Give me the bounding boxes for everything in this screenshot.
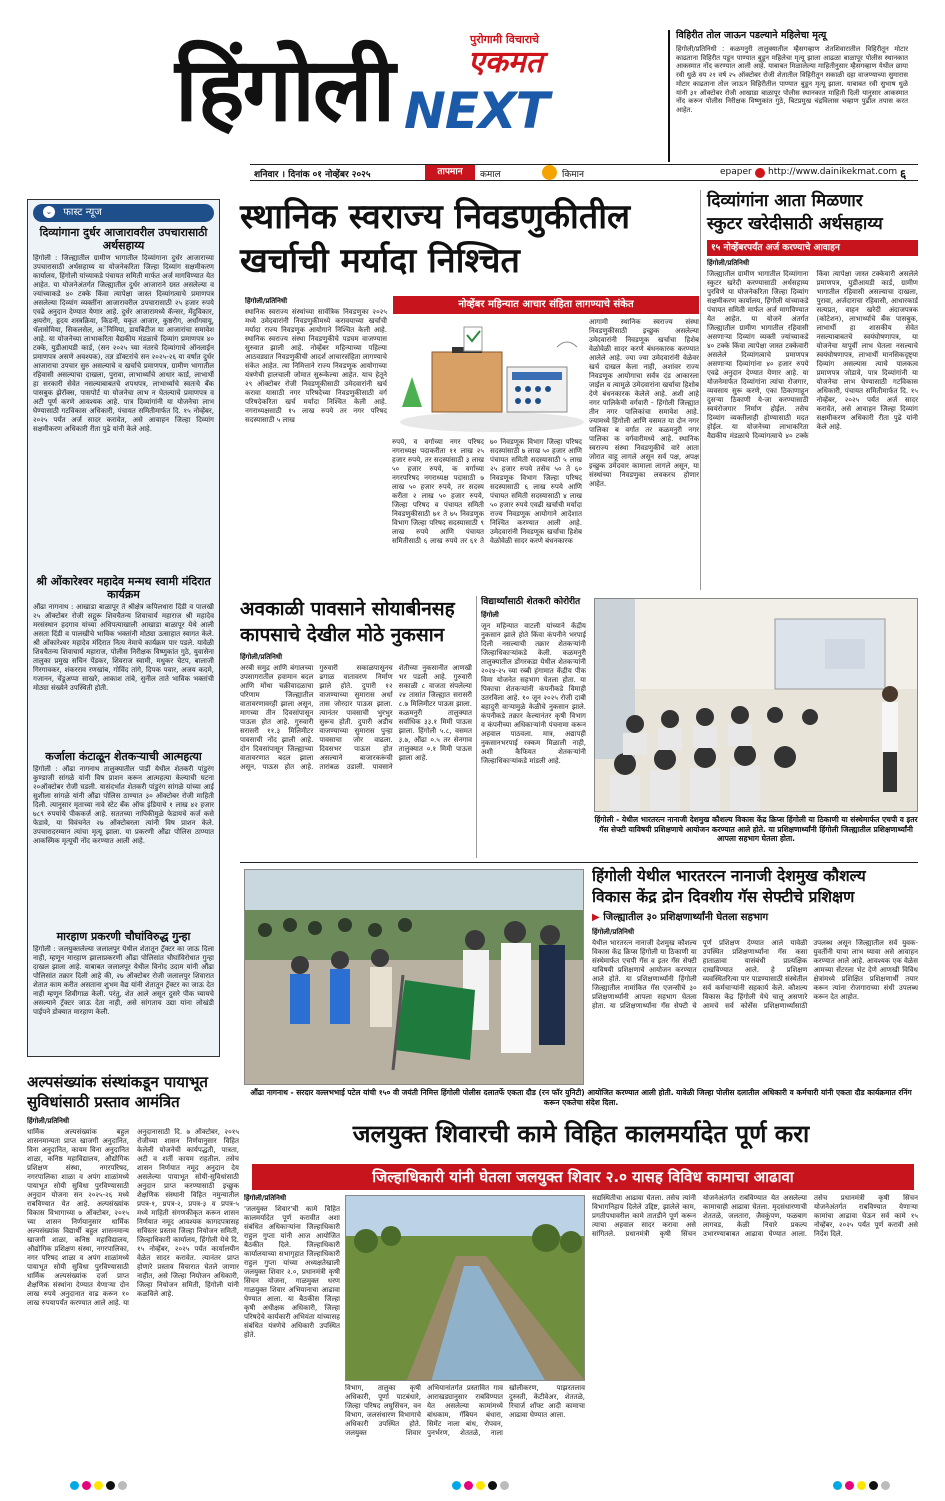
s3-title: कर्जाला कंटाळून शेतकऱ्याची आत्महत्या (45, 750, 202, 763)
gas-headline-2: विकास केंद्र द्रोन दिवशीय गॅस सेफ्टीचे प्रशिक्षण (592, 888, 855, 906)
students-story (476, 596, 586, 858)
lead-body-left: स्थानिक स्वराज्य संस्थांच्या सार्वत्रिक निवडणुका २०२५ मध्ये उमेदवारांनी निवडणुकीमध्ये करावयाच्या खर्चाची मर्यादा राज्य निवडणूक आयोगाने निश्चित केली आहे. स्थानिक स्वराज्य संस्था निवडणुकीचे पडघम वाजण्यास सुरुवात झाली आहे. नोव्हेंबर महिन्याच्या पहिल्या आठवड्यात निवडणुकीची आदर्श आचारसंहिता लागण्याचे संकेत आहेत. त्या निमित्ताने राज्य निवडणूक आयोगाच्या यंत्रणेची हालचाली जोमात सुरूकेल्या आहेत. याच हेतूने २९ ऑक्टोबर रोजी निवडणूकीसाठी उमेदवारांनी खर्च करावा यासाठी नगर परिषदेच्या निवडणुकीसाठी वर्ग परिषदेकरिता खर्च मर्यादा निश्चित केली आहे. नगराध्यक्षसाठी १५ लाख रुपये तर नगर परिषद सदस्यासाठी ५ लाख (245, 308, 387, 424)
rain-story (240, 596, 472, 858)
rain-headline-2: कापसाचे देखील मोठे नुकसान (240, 624, 445, 646)
gas-strap (592, 911, 918, 925)
s3-body: हिंगोली : औंढा नागनाथ तालुक्यातील पार्डी येथील शेतकरी पांडुरंग कुण्डाजी सांगळे यांनी विष प्राशन करून आत्महत्या केल्याची घटना २०ऑक्टोबर रोजी घडली. यासंदर्भात शेतकरी पांडुरंग सांगळे यांच्या आई सुशीला सांगळे यांनी औंढा पोलिस ठाण्यात ३० ऑक्टोबर रोजी माहिती दिली. त्यानुसार मृताच्या नावे स्टेट बँक ऑफ इंडियाचे १ लाख ४२ हजार ७८९ रुपयांचे पीककर्ज आहे. सततच्या नापिकीमुळे फेडायचे कर्ज कसे फेडावे, या विवंचनेत २७ ऑक्टोबरला त्यांनी विष प्राशन केले. उपचारादरम्यान त्यांचा मृत्यू झाला. या प्रकरणी औंढा पोलिस ठाण्यात आकस्मिक मृत्यूची नोंद करण्यात आली आहे. (33, 765, 214, 845)
color-swatch (82, 1481, 91, 1490)
rain-body: अरबी समुद्र आणि बंगालच्या उपसागरातील हवामान बदल आणि मोंथा चक्रीवादळाचा परिणाम जिल्ह्यातील वातावरणावरही झाला असून, मागच्या तीन दिवसांपासून पाऊस होत आहे. गुरुवारी सरासरी ११.३ मिलिमीटर पावसाची नोंद झाली आहे. दोन दिवसांपासून जिल्ह्याच्या वातावरणात बदल झाला असून, पाऊस होत आहे. गुरुवारी सकाळपासूनच ढगाळ वातावरण निर्माण झाले होते. दुपारी १२ वाजण्याच्या सुमारास अर्धा तास जोरदार पाऊस झाला. त्यानंतर पावसाची भुरभुर सुरूच होती. दुपारी अडीच वाजण्याच्या सुमारास पुन्हा पावसाचा जोर वाढला. दिवसभर पाऊस होत असल्याने बाजारकरूंची तारांबळ उडाली. पावसाने शेतीच्या नुकसानीत आणखी भर पडली आहे. गुरुवारी सकाळी ८ वाजता संपलेल्या २४ तासांत जिल्ह्यात सरासरी ८.७ मिलिमीटर पाऊस झाला. कळमनुरी तालुक्यात सर्वाधिक ३३.१ मिमी पाऊस झाला. हिंगोली ५.८, वसमत ३.७, औंढा ०.५ तर सेनगाव तालुक्यात ०.१ मिमी पाऊस झाला आहे. (240, 664, 472, 771)
minority-story (27, 1072, 239, 1464)
color-swatch (833, 1481, 842, 1490)
election-illustration (392, 317, 587, 435)
lead-body-mid: रुपये, व वर्गाच्या नगर परिषद नगराध्यक्ष पदाकरीता ११ लाख २५ हजार रुपये, तर सदस्यांसाठी ३ लाख ५० हजार रुपये, क वर्गाच्या नगरपरिषद नगराध्यक्ष पदासाठी ७ लाख ५० हजार रुपये, तर सदस्य करीता २ लाख ५० हजार रुपये, जिल्हा परिषद व पंचायत समिती निवडणुकीसाठी ७१ ते ७५ निवडणूक विभाग जिल्हा परिषद सदस्यासाठी ९ लाख रुपये आणि पंचायत समितीसाठी ६ लाख रुपये तर ६१ ते ७० निवडणूक विभाग जिल्हा परिषद सदस्यांसाठी ७ लाख ५० हजार आणि पंचायत समिती सदस्यासाठी ५ लाख २५ हजार रुपये तसेच ५० ते ६० निवडणूक विभाग जिल्हा परिषद सदस्यासाठी ६ लाख रुपये आणि पंचायत समिती सदस्यासाठी ४ लाख ५० हजार रुपये एवढी खर्चाची मर्यादा राज्य निवडणूक आयोगाने आदेशात निश्चित करण्यात आली आहे. उमेदवारांनी निवडणूक खर्चाचा हिशेब वेळोवेळी सादर करणे बंधनकारक (392, 438, 582, 545)
max-label: कमाल (480, 170, 501, 180)
fast-news-section-label (33, 204, 214, 222)
min-label: किमान (562, 170, 584, 180)
rain-headline-1: अवकाळी पावसाने सोयाबीनसह (240, 598, 455, 620)
lead-col-left (245, 297, 387, 589)
color-swatch (464, 1481, 473, 1490)
globe-icon (755, 168, 765, 178)
s2-body: औंढा नागनाथ : आखाडा बाळापूर ते श्रीक्षेत्र कपिलधारा दिंडी व पालखी २५ ऑक्टोबर रोजी सद्गुरू शिवचैतन्य शिवाचार्य महाराज श्री महादेव मरसंस्थान हदगाव यांच्या अधिपत्याखाली आखाडा बाळापूर येथे आली असता दिंडी व पालखीचे भाविक भक्तांनी मोठ्या उत्साहात स्वागत केले. श्री ओंकारेश्वर महादेव मंदिरात नित्य नेमाचे कार्यक्रम पार पडले. यावेळी शिवचैतन्य शिवाचार्य महाराज, पोलीस निरीक्षक विष्णुकांत गुठे, युवासेना तालुका प्रमुख सचिन पेंडकर, शिवराज स्वामी, मधुकर चेटप, बालाजी गिरगावकर, शंकरराव रणखांब, गोविंद तांगे, दिपक पवार, अजय कदमे, गजानन, चेंडूअप्पा साखरे, आकाश तांबे, सुनील ताते भाविक भक्तांची मोठ्या संख्येने उपस्थिती होती. (33, 603, 214, 692)
jalyukt-col-mid (345, 1384, 585, 1464)
students-body: जून महिन्यात वाटली यांच्याने केंद्रीय नुकसान झाले होते किंवा कंपनीने भरपाई दिली नसल्याची तक्रार शेतकऱ्यांनी जिल्हाधिकाऱ्यांकडे केली. कळमनुरी तालुक्यातील डोंगरकडा येथील शेतकऱ्यांनी २०२४-२५ च्या रब्बी हंगामात केंद्रीय पीक विमा योजनेत सहभाग घेतला होता. या पिकाचा शेतकऱ्यांनी कंपनीकडे विमाही उतरविला आहे. १० जून २०२५ रोजी दाबी बहादुरी वाऱ्यामुळे केळीचे नुकसान झाले. कंपनीकडे तक्रार केल्यानंतर कृषी विभाग व कंपनीच्या अधिकाऱ्यांनी पंचनामा करून अहवाल पाठवला. मात्र, अद्यापही नुकसानभरपाई रक्कम मिळाली नाही, अशी कैफियत शेतकऱ्यांनी जिल्हाधिकाऱ्यांकडे मांडली आहे. (481, 622, 586, 765)
flag-caption: औंढा नागनाथ - सरदार वल्लभभाई पटेल यांची १५० वी जयंती निमित्त हिंगोली पोलीस दलातर्फे एकता दौड (रन फॉर युनिटी) आयोजित करण्यात आली होती. यावेळी जिल्हा पोलीस दलातील अधिकारी व कर्मचारी यांनी एकता दौड कार्यक्रमात रनिंग करून एकतेचा संदेश दिला. (250, 1088, 912, 1107)
date-band (250, 164, 918, 181)
rain-byline: हिंगोली/प्रतिनिधी (240, 653, 283, 661)
divyang-headline-1: दिव्यांगांना आता मिळणार (707, 191, 863, 211)
s2-title: श्री ओंकारेश्वर महादेव मन्मथ स्वामी मंदिरात कार्यक्रम (36, 575, 211, 601)
brand-tagline: पुरोगामी विचाराचे (470, 33, 540, 46)
epaper-label: epaper (720, 167, 752, 177)
color-swatch (845, 1481, 854, 1490)
divider (240, 862, 918, 863)
students-byline: हिंगोली (481, 611, 499, 619)
divyang-body: जिल्ह्यातील ग्रामीण भागातील दिव्यांगाना स्कुटर खरेदी करण्यासाठी अर्थसहाय्य पुरविणे या योजनेकरिता जिल्हा दिव्यांग सक्षमीकरण कार्यालय, हिंगोली यांच्याकडे पंचायत समिती मार्फत अर्ज मागविण्यात येत आहेत. या योजने अंतर्गत जिल्ह्यातील ग्रामीण भागातील रहिवासी असणाऱ्या दिव्यांग व्यक्ती ज्यांच्याकडे ४० टक्के किंवा त्यापेक्षा जास्त टक्केवारी असलेले दिव्यांगत्वाचे प्रमाणपत्र असणाऱ्या दिव्यांगांना ४० हजार रुपये एवढे अनुदान देण्यात येणार आहे. या योजनेमार्फत दिव्यांगांना त्यांचा रोजगार, व्यवसाय सुरू करणे, एका ठिकाणाहून दुसऱ्या ठिकाणी ये-जा करण्यासाठी स्वयंरोजगार निर्माण होईल. तसेच दिव्यांग व्यक्तीलाही होण्यासाठी मदत होईल. या योजनेच्या लाभाकरिता वैद्यकीय मंडळाचे दिव्यांगत्वाचे ४० टक्के किंवा त्यापेक्षा जास्त टक्केवारी असलेले प्रमाणपत्र, युडीआयडी कार्ड, ग्रामीण भागातील रहिवासी असल्याचा दाखला, पुरावा, अर्जदाराचा रहिवासी, आधारकार्ड सत्यप्रत, वाहन खरेदी अंदाजपत्रक (कोटेशन), लाभार्थ्याचे बँक पासबुक, लाभार्थी हा शासकीय सेवेत नसल्याबाबतचे स्वयंघोषणापत्र, या योजनेचा यापूर्वी लाभ घेतला नसल्याचे स्वयंघोषणापत्र, लाभार्थी मानसिकदृष्ट्या दिव्यांग असल्यास त्याचे पालकत्व प्रमाणपत्र जोडावे, पात्र दिव्यांगांनी या योजनेचा लाभ घेण्यासाठी गटविकास अधिकारी, पंचायत समितीमार्फत दि. १५ नोव्हेंबर, २०२५ पर्यंत अर्ज सादर करावेत, असे आवाहन जिल्हा दिव्यांग सक्षमीकरण अधिकारी रीता पुढे यांनी केले आहे. (707, 270, 918, 440)
gas-strap-text: जिल्ह्यातील ३० प्रशिक्षणार्थ्यांनी घेतला सहभाग (603, 912, 769, 923)
canal-photo (345, 1195, 585, 1381)
gas-body: येथील भारतरत्न नानाजी देशमुख कौशल्य विकास केंद्र क्रिप्स हिंगोली या ठिकाणी या संस्थेमार्फत एचपी गॅस व इतर गॅस सेफ्टी याविषयी प्रशिक्षणाचे आयोजन करण्यात आले होते. या प्रशिक्षणार्थ्यांनी हिंगोली जिल्ह्यातील नामांकित गॅस एजन्सीचे ३० प्रशिक्षणार्थ्यांनी आपला सहभाग घेतला होता. या प्रशिक्षणार्थ्यांना गॅस सेफ्टी चे पूर्ण प्रशिक्षण देण्यात आले यावेळी उपस्थित प्रशिक्षणार्थ्यांना गॅस कसा हाताळावा यासंबंधी प्रात्यक्षिक दाखविण्यात आले. हे प्रशिक्षण व्यवस्थितरित्या पार पाडण्यासाठी संस्थेतील सर्व कर्मचाऱ्यांनी सहकार्य केले. कौशल्य विकास केंद्र हिंगोली येथे चालू असणारे आमचे सर्व कोर्सेस प्रशिक्षणार्थ्यांसाठी उपलब्ध असून जिल्ह्यातील सर्व युवक-युवतींनी याचा लाभ घ्यावा असे आवाहन करण्यात आले आहे. आवश्यक एक वेळेस आमच्या सेंटरला भेट देणे आणखी विविध क्षेत्रांमध्ये प्रशिक्षित प्रशिक्षणार्थी तयार करून त्यांना रोजगाराच्या संधी उपलब्ध करून देत आहोत. (592, 939, 918, 1010)
fast-news-column (27, 199, 220, 1057)
students-headline: विद्यार्थ्यांसाठी शेतकरी कोरोरीत (481, 597, 581, 607)
jalyukt-col-right (592, 1194, 918, 1464)
epaper-url[interactable]: http://www.dainikekmat.com (768, 167, 898, 177)
jalyukt-headline: जलयुक्त शिवारची कामे विहित कालमर्यादेत पूर्ण करा (352, 1120, 810, 1148)
color-swatch (94, 1481, 103, 1490)
jalyukt-body-mid: विभाग, तालुका कृषी अधिकारी, पूर्णा पाटबंधारे, जिल्हा परिषद लघुसिंचन, वन विभाग, जलसंधारण विभागाचे अधिकारी उपस्थित होते. जलयुक्त शिवार अभियानांतर्गत प्रस्तावित गाव आराखड्यानुसार राबविण्यात येत असलेल्या कामांमध्ये बांधकाम, गॅबियन बंधारा, सिमेंट नाला बांध, रोपवन, पुनर्भरण, शेततळे, नाला खोलीकरण, पाझरतलाव दुरुस्ती, केटीवेअर, शेततळे, रिचार्ज शॉफ्ट आदी कामाचा आढावा घेण्यात आला. (345, 1384, 585, 1437)
top-right-headline: विहिरीत तोल जाऊन पडल्याने महिलेचा मृत्यू (676, 30, 827, 41)
lead-col-mid (392, 438, 582, 590)
divyang-byline: हिंगोली/प्रतिनिधी (707, 259, 750, 267)
lead-headline-2: खर्चाची मर्यादा निश्चित (240, 241, 520, 281)
footer-color-bar (70, 1478, 890, 1492)
lead-body-right: आगामी स्थानिक स्वराज्य संस्था निवडणुकीसाठी इच्छुक असलेल्या उमेदवारांनी निवडणूक खर्चाचा हिशेब वेळोवेळी सादर करणे बंधनकारक करण्यात आलेले आहे. ज्या ज्या उमेदवारांनी वेळेवर खर्च दाखल केला नाही, अशांवर राज्य निवडणूक आयोगाचा सर्वंत्र दंड आकारला जाईल व त्यामुळे उमेदवारांना खर्चाचा हिशोब देणे बंधनकारक केलेले आहे. अशी आहे नगर पालिकेची वर्गवारी - हिंगोली जिल्ह्यात तीन नगर पालिकांचा समावेश आहे. ज्यामध्ये हिंगोली आणि वसमत या दोन नगर पालिका ब वर्गात तर कळमनुरी नगर पालिका क वर्गवारीमध्ये आहे. स्थानिक स्वराज्य संस्था निवडणुकीचे वारे आता जोरात वाहू लागले असून सर्व पक्ष, अपक्ष इच्छुक उमेदवार कामाला लागले असून, या संस्थांच्या निवडणुका लवकरच होणार आहेत. (589, 318, 699, 488)
masthead (0, 0, 945, 185)
lead-byline: हिंगोली/प्रतिनिधी (245, 297, 288, 305)
s4-body: हिंगोली : जलयुक्तलेल्या जलालपुर येथील शेतातून ट्रॅक्टर का जाऊ दिला नाही, म्हणून मारहाण झालाप्रकरणी औंढा पोलिसांत चौघांविरोधात गुन्हा दाखल झाला आहे. याबाबत जलालपूर येथील विनोद उदाम यांनी औंढा पोलिसांत तक्रार दिली आहे की, २७ ऑक्टोबर रोजी जलालपुर शिवारात शेतात काम करीत असताना शुभम वैद्य यांनी शेतातून ट्रॅक्टर का जाऊ देत नाही म्हणून शिवीगाळ केली. परंतु, शेत आले असून दुसरे पीक घ्यायचे असल्याने ट्रॅक्टर जाऊ देता नाही, असे सांगताच उद्या यांना लोखंडी पाईपने डोक्यात मारहाण केली. (33, 945, 214, 1016)
jalyukt-strap: जिल्हाधिकारी यांनी घेतला जलयुक्त शिवार २.० यासह विविध कामाचा आढावा (252, 1164, 914, 1190)
swatch-group (452, 1481, 509, 1490)
minority-byline: हिंगोली/प्रतिनिधी (27, 1117, 70, 1125)
lead-col-right (589, 318, 699, 590)
color-swatch (106, 1481, 115, 1490)
s4-title: मारहाण प्रकरणी चौघांविरुद्ध गुन्हा (56, 930, 191, 943)
color-swatches (70, 1478, 890, 1492)
lead-strap: नोव्हेंबर महिन्यात आचार संहिता लागण्याचे संकेत (393, 296, 699, 314)
lead-headline-1: स्थानिक स्वराज्य निवडणुकीतील (240, 197, 631, 237)
jalyukt-body-left: 'जलयुक्त शिवार'ची कामे विहित कालमर्यादेत पूर्ण करावीत अशा संबंधित अधिकाऱ्यांना जिल्हाधिकारी राहुल गुप्ता यांनी आज आयोजित बैठकीत दिले. जिल्हाधिकारी कार्यालयाच्या सभागृहात जिल्हाधिकारी राहुल गुप्ता यांच्या अध्यक्षतेखाली जलयुक्त शिवार २.०, प्रधानमंत्री कृषी सिंचन योजना, गाळमुक्त धरण गाळयुक्त शिवार अभियानाचा आढावा घेण्यात आला. या बैठकीस जिल्हा कृषी अधीक्षक अधिकारी, जिल्हा परिषदेचे कार्यकारी अभियंता यांच्यासह संबंधित यंत्रणेचे अधिकारी उपस्थित होते. (244, 1205, 340, 1339)
next-logo: NEXT (404, 82, 549, 140)
color-swatch (869, 1481, 878, 1490)
swatch-group (833, 1481, 890, 1490)
minority-headline-1: अल्पसंख्यांक संस्थांकडून पायाभूत (27, 1073, 208, 1091)
color-swatch (857, 1481, 866, 1490)
top-right-body: हिंगोली/प्रतिनिधी : कळमनुरी तालुक्यातील म्हैसगव्हाण शेतशिवारातील विहिरीतून मोटार काढताना विहिरीत पडून पाण्यात बुडून महिलेचा मृत्यू झाला आढळा बाळापूर पोलीस स्थानकात आकस्मात नोंद करण्यात आली आहे. याबाबत मिळालेल्या माहितीनुसार म्हैसगव्हाण येथील छाया रवी धुळे वय २१ वर्ष २५ ऑक्टोबर रोजी शेतातील विहिरीतून सकाळी दहा वाजण्याच्या सुमारास मोटार काढताना तोल जाऊन विहिरीतील पाण्यात बुडून मृत्यू झाला. याबाबत रवी सुभाष धुळे यांनी ३१ ऑक्टोबर रोजी आखाडा बाळापूर पोलीस स्थानकात माहिती दिली यानुसार आकस्मात नोंद करून पोलीस निरीक्षक विष्णुकांत गुठे, बिटप्रमुख चंद्रविलास चव्हाण पुढील तपास करत आहेत. (676, 45, 908, 114)
s1-body: हिंगोली : जिल्ह्यातील ग्रामीण भागातील दिव्यांगाना दुर्धर आजाराच्या उपचारासाठी अर्थसहाय्य या योजनेकरिता जिल्हा दिव्यांग सक्षमीकरण कार्यालय, हिंगोली यांच्याकडे पंचायत समिती मार्फत अर्ज मागविण्यात येत आहेत. या योजनेअंतर्गत जिल्ह्यातील दुर्धर आजाराने ग्रस्त असलेल्या व ज्यांच्याकडे ४० टक्के किंवा त्यापेक्षा जास्त दिव्यांगत्वाचे प्रमाणपत्र असलेल्या दिव्यांग व्यक्तींना आजारावरील उपचारासाठी २५ हजार रुपये एवढे अनुदान देण्यात येणार आहे. दुर्धर आजारामध्ये कॅन्सर, मेंदुविकार, क्षयरोग, हृदय शस्त्रक्रिया, किडनी, यकृत आजार, कुष्ठरोग, अर्धांगवायू, थॅलासेमिया, सिकलसेल, अॅनिमिया, डायबिटीज या आजारांचा समावेश आहे. या योजनेच्या लाभाकरिता वैद्यकीय मंडळाचे दिव्यांग प्रमाणपत्र ४० टक्के, युडीआयडी कार्ड, (सन २०२५ च्या नंतरचे दिव्यांगाचे ऑनलाईन प्रमाणपत्र असणे अवश्यक), तज्ञ डॉक्टरांचे सन २०२५-२६ या वर्षात दुर्धर आजाराचा उपचार सुरु असल्याचे व खर्चाचे प्रमाणपत्र, ग्रामीण भागातील रहिवासी असल्याचा दाखला, पुरावा, लाभार्थ्यांचे आधार कार्ड, लाभार्थी हा सरकारी सेवेत नसल्याबाबतचे शपथपत्र, लाभार्थ्याचे स्वतःचे बँक पासबुक झेरॉक्स, पासपोर्ट या योजनेचा लाभ न घेतल्याचे प्रमाणपत्र व अटी पूर्ण करणे आवश्यक आहे. पात्र दिव्यांगांनी या योजनेचा लाभ घेण्यासाठी गटविकास अधिकारी, पंचायत समितीमार्फत दि. १५ नोव्हेंबर, २०२५ पर्यंत अर्ज सादर करावेत, असे आवाहन जिल्हा दिव्यांग सक्षमीकरण अधिकारी रीता पुढे यांनी केले आहे. (33, 254, 214, 433)
minority-headline-2: सुविधांसाठी प्रस्ताव आमंत्रित (27, 1093, 180, 1111)
color-swatch (881, 1481, 890, 1490)
classroom-caption: हिंगोली - येथील भारतरत्न नानाजी देशमुख कौशल्य विकास केंद्र क्रिप्स हिंगोली या ठिकाणी या संस्थेमार्फत एचपी व इतर गॅस सेफ्टी याविषयी प्रशिक्षणाचे आयोजन करण्यात आले होते. या प्रशिक्षणार्थ्यांनी हिंगोली जिल्ह्यातील प्रशिक्षणार्थ्यांनी आपला सहभाग घेतला होता. (594, 815, 918, 843)
classroom-photo (594, 598, 918, 812)
flag-photo (244, 869, 584, 1085)
divyang-strap: १५ नोव्हेंबरपर्यंत अर्ज करण्याचे आवाहन (707, 240, 918, 256)
arrow-right-icon: ▶ (592, 912, 600, 923)
sun-icon (542, 165, 557, 180)
color-swatch (500, 1481, 509, 1490)
minority-body: धार्मिक अल्पसंख्यांक बहुल शासनमान्यता प्राप्त खाजगी अनुदानित, विना अनुदानित, कायम विना अनुदानित शाळा, कनिष्ठ महाविद्यालय, औद्योगिक प्रशिक्षण संस्था, नगरपरिषद, नगरपालिका शाळा व अपंग शाळांमध्ये पायाभूत सोयी सुविधा पुरविण्यासाठी अनुदान योजना सन २०२५-२६ मध्ये राबविण्यात येत आहे. अल्पसंख्यांक विकास विभागाच्या ७ ऑक्टोबर, २०१५ च्या शासन निर्णयानुसार धार्मिक अल्पसंख्यांक विद्यार्थी बहुल शासनमान्य खाजगी शाळा, कनिष्ठ महाविद्यालय, औद्योगिक प्रशिक्षण संस्था, नगरपालिका, नगर परिषद शाळा व अपंग शाळांमध्ये पायाभूत सोयी सुविधा पुरविण्यासाठी धार्मिक अल्पसंख्यांक दर्जा प्राप्त शैक्षणिक संस्थांना देण्यात येणाऱ्या दोन लाख रुपये अनुदानात वाढ करून १० लाख रुपयापर्यंत करण्यात आले आहे. या अनुदानासाठी दि. ७ ऑक्टोबर, २०१५ रोजीच्या शासन निर्णयानुसार विहित केलेली योजनेची कार्यपद्धती, पात्रता, अटी व शर्ती कायम राहतील. तसेच शासन निर्णयात नमूद अनुदान देय असलेल्या पायाभूत सोयी-सुविधांसाठी अनुदान प्राप्त करण्यासाठी इच्छुक शैक्षणिक संस्थानी विहित नमुन्यातील प्रपत्र-१, प्रपत्र-२, प्रपत्र-३ व प्रपत्र-५ मध्ये माहिती संगणकीकृत करून शासन निर्णयात नमूद आवश्यक कागदपत्रासह सविस्तर प्रस्ताव जिल्हा नियोजन समिती, जिल्हाधिकारी कार्यालय, हिंगोली येथे दि. १५ नोव्हेंबर, २०२५ पर्यंत कार्यालयीन वेळेत सादर करावेत. त्यानंतर प्राप्त होणारे प्रस्ताव विचारात घेतले जाणार नाहीत, असे जिल्हा नियोजन अधिकारी, जिल्हा नियोजन समिती, हिंगोली यांनी कळविले आहे. (27, 1128, 239, 1307)
jalyukt-body-right: सद्यस्थितीचा आढावा घेतला. तसेच त्यांनी विभागनिहाय दिलेले उद्दिष्ट, झालेले काम, प्रगतीपथावरील कामे तातडीने पूर्ण करून त्याचा अहवाल सादर करावा असे सांगितले. प्रधानमंत्री कृषी सिंचन योजनेअंतर्गत राबविण्यात येत असलेल्या कामाचाही आढावा घेतला. मृदसंधारणाची शेततळे, जलतारा, जैवकुंपण, फळबाग लागवड, केळी निवारे प्रकल्प उभारण्याबाबत आढावा घेण्यात आला. तसेच प्रधानमंत्री कृषी सिंचन योजनेअंतर्गत राबविण्यात येणाऱ्या कामांचा आढावा घेऊन सर्व कामे १५ नोव्हेंबर, २०२५ पर्यंत पूर्ण करावी असे निर्देश दिले. (592, 1194, 918, 1238)
divyang-headline-2: स्कुटर खरेदीसाठी अर्थसहाय्य (707, 214, 883, 234)
color-swatch (118, 1481, 127, 1490)
gas-byline: हिंगोली/प्रतिनिधी (592, 928, 635, 936)
jalyukt-byline: हिंगोली/प्रतिनिधी (244, 1194, 287, 1202)
color-swatch (488, 1481, 497, 1490)
page-number: ६ (900, 167, 907, 181)
swatch-group (70, 1481, 127, 1490)
color-swatch (476, 1481, 485, 1490)
divyang-story (700, 190, 918, 590)
masthead-title: हिंगोली (175, 38, 394, 141)
brand-name: एकमत (468, 45, 543, 80)
jalyukt-col-left (244, 1194, 340, 1464)
weather-label: तापमान (425, 165, 475, 180)
gas-story (592, 866, 918, 1086)
issue-date: शनिवार । दिनांक ०१ नोव्हेंबर २०२५ (254, 170, 371, 180)
section-title: फास्ट न्यूज (63, 207, 102, 218)
top-right-story (668, 30, 908, 162)
gas-headline-1: हिंगोली येथील भारतरत्न नानाजी देशमुख कौशल्य (592, 867, 866, 885)
chevron-down-icon: ⌄ (43, 206, 55, 218)
s1-title: दिव्यांगाना दुर्धर आजारावरील उपचारासाठी अर्थसहाय्य (39, 226, 208, 252)
color-swatch (70, 1481, 79, 1490)
color-swatch (452, 1481, 461, 1490)
